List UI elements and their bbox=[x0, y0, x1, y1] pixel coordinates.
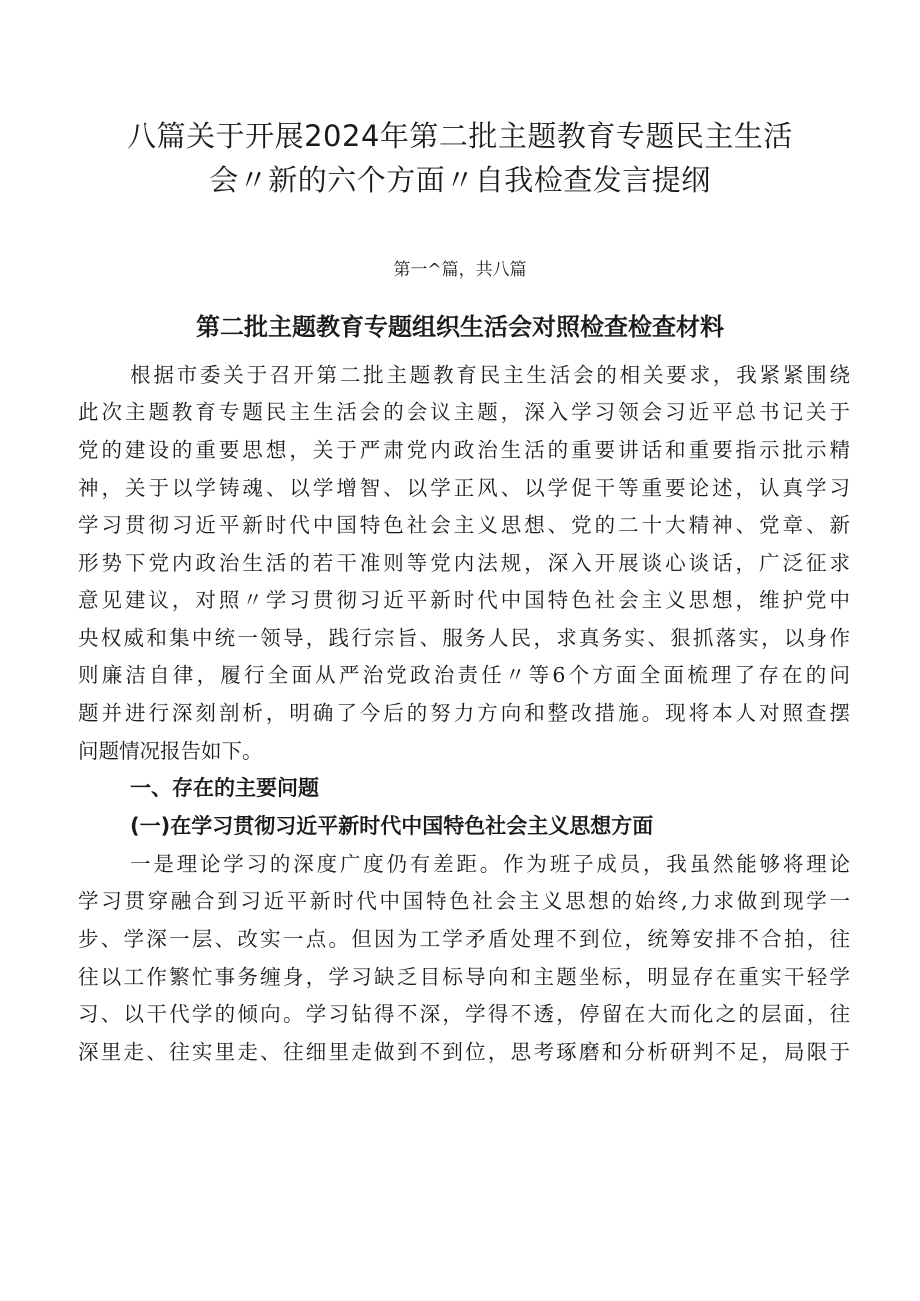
document-title bbox=[60, 114, 860, 202]
paragraph-line: 问题情况报告如下。 bbox=[78, 739, 263, 763]
paragraph-line: 步、学深一层、改实一点。但因为工学矛盾处理不到位，统筹安排不合拍，往 bbox=[78, 927, 850, 951]
paragraph-line: 深里走、往实里走、往细里走做到不到位，思考琢磨和分析研判不足，局限于 bbox=[78, 1040, 850, 1064]
document-subtitle: 第一^篇，共八篇 bbox=[393, 260, 527, 280]
paragraph-line: 学习贯穿融合到习近平新时代中国特色社会主义思想的始终,力求做到现学一 bbox=[78, 889, 850, 913]
document-title-line: 会〃新的六个方面〃自我检查发言提纲 bbox=[209, 163, 711, 197]
paragraph-line: 意见建议，对照〃学习贯彻习近平新时代中国特色社会主义思想，维护党中 bbox=[78, 588, 850, 612]
paragraph-line: 往以工作繁忙事务缠身，学习缺乏目标导向和主题坐标，明显存在重实干轻学 bbox=[78, 965, 850, 989]
paragraph-line: 学习贯彻习近平新时代中国特色社会主义思想、党的二十大精神、党章、新 bbox=[78, 513, 850, 537]
paragraph-line: 一是理论学习的深度广度仍有差距。作为班子成员，我虽然能够将理论 bbox=[130, 852, 850, 876]
paragraph-line: 央权威和集中统一领导，践行宗旨、服务人民，求真务实、狠抓落实，以身作 bbox=[78, 626, 850, 650]
paragraph-line: 神，关于以学铸魂、以学增智、以学正风、以学促干等重要论述，认真学习 bbox=[78, 476, 850, 500]
heading-level-1: 一、存在的主要问题 bbox=[130, 776, 319, 800]
paragraph-line: 党的建设的重要思想，关于严肃党内政治生活的重要讲话和重要指示批示精 bbox=[78, 438, 850, 462]
paragraph-line: 形势下党内政治生活的若干准则等党内法规，深入开展谈心谈话，广泛征求 bbox=[78, 551, 850, 575]
paragraph-line: 根据市委关于召开第二批主题教育民主生活会的相关要求，我紧紧围绕 bbox=[130, 363, 850, 387]
section-title: 第二批主题教育专题组织生活会对照检查检查材料 bbox=[196, 313, 724, 341]
paragraph-line: 习、以干代学的倾向。学习钻得不深，学得不透，停留在大而化之的层面，往 bbox=[78, 1002, 850, 1026]
document-title-line: 八篇关于开展2024年第二批主题教育专题民主生活 bbox=[127, 119, 793, 153]
paragraph-line: 此次主题教育专题民主生活会的会议主题，深入学习领会习近平总书记关于 bbox=[78, 400, 850, 424]
heading-level-2: (一)在学习贯彻习近平新时代中国特色社会主义思想方面 bbox=[130, 814, 654, 838]
paragraph-line: 则廉洁自律，履行全面从严治党政治责任〃等6个方面全面梳理了存在的问 bbox=[78, 663, 850, 687]
paragraph-line: 题并进行深刻剖析，明确了今后的努力方向和整改措施。现将本人对照查摆 bbox=[78, 701, 850, 725]
